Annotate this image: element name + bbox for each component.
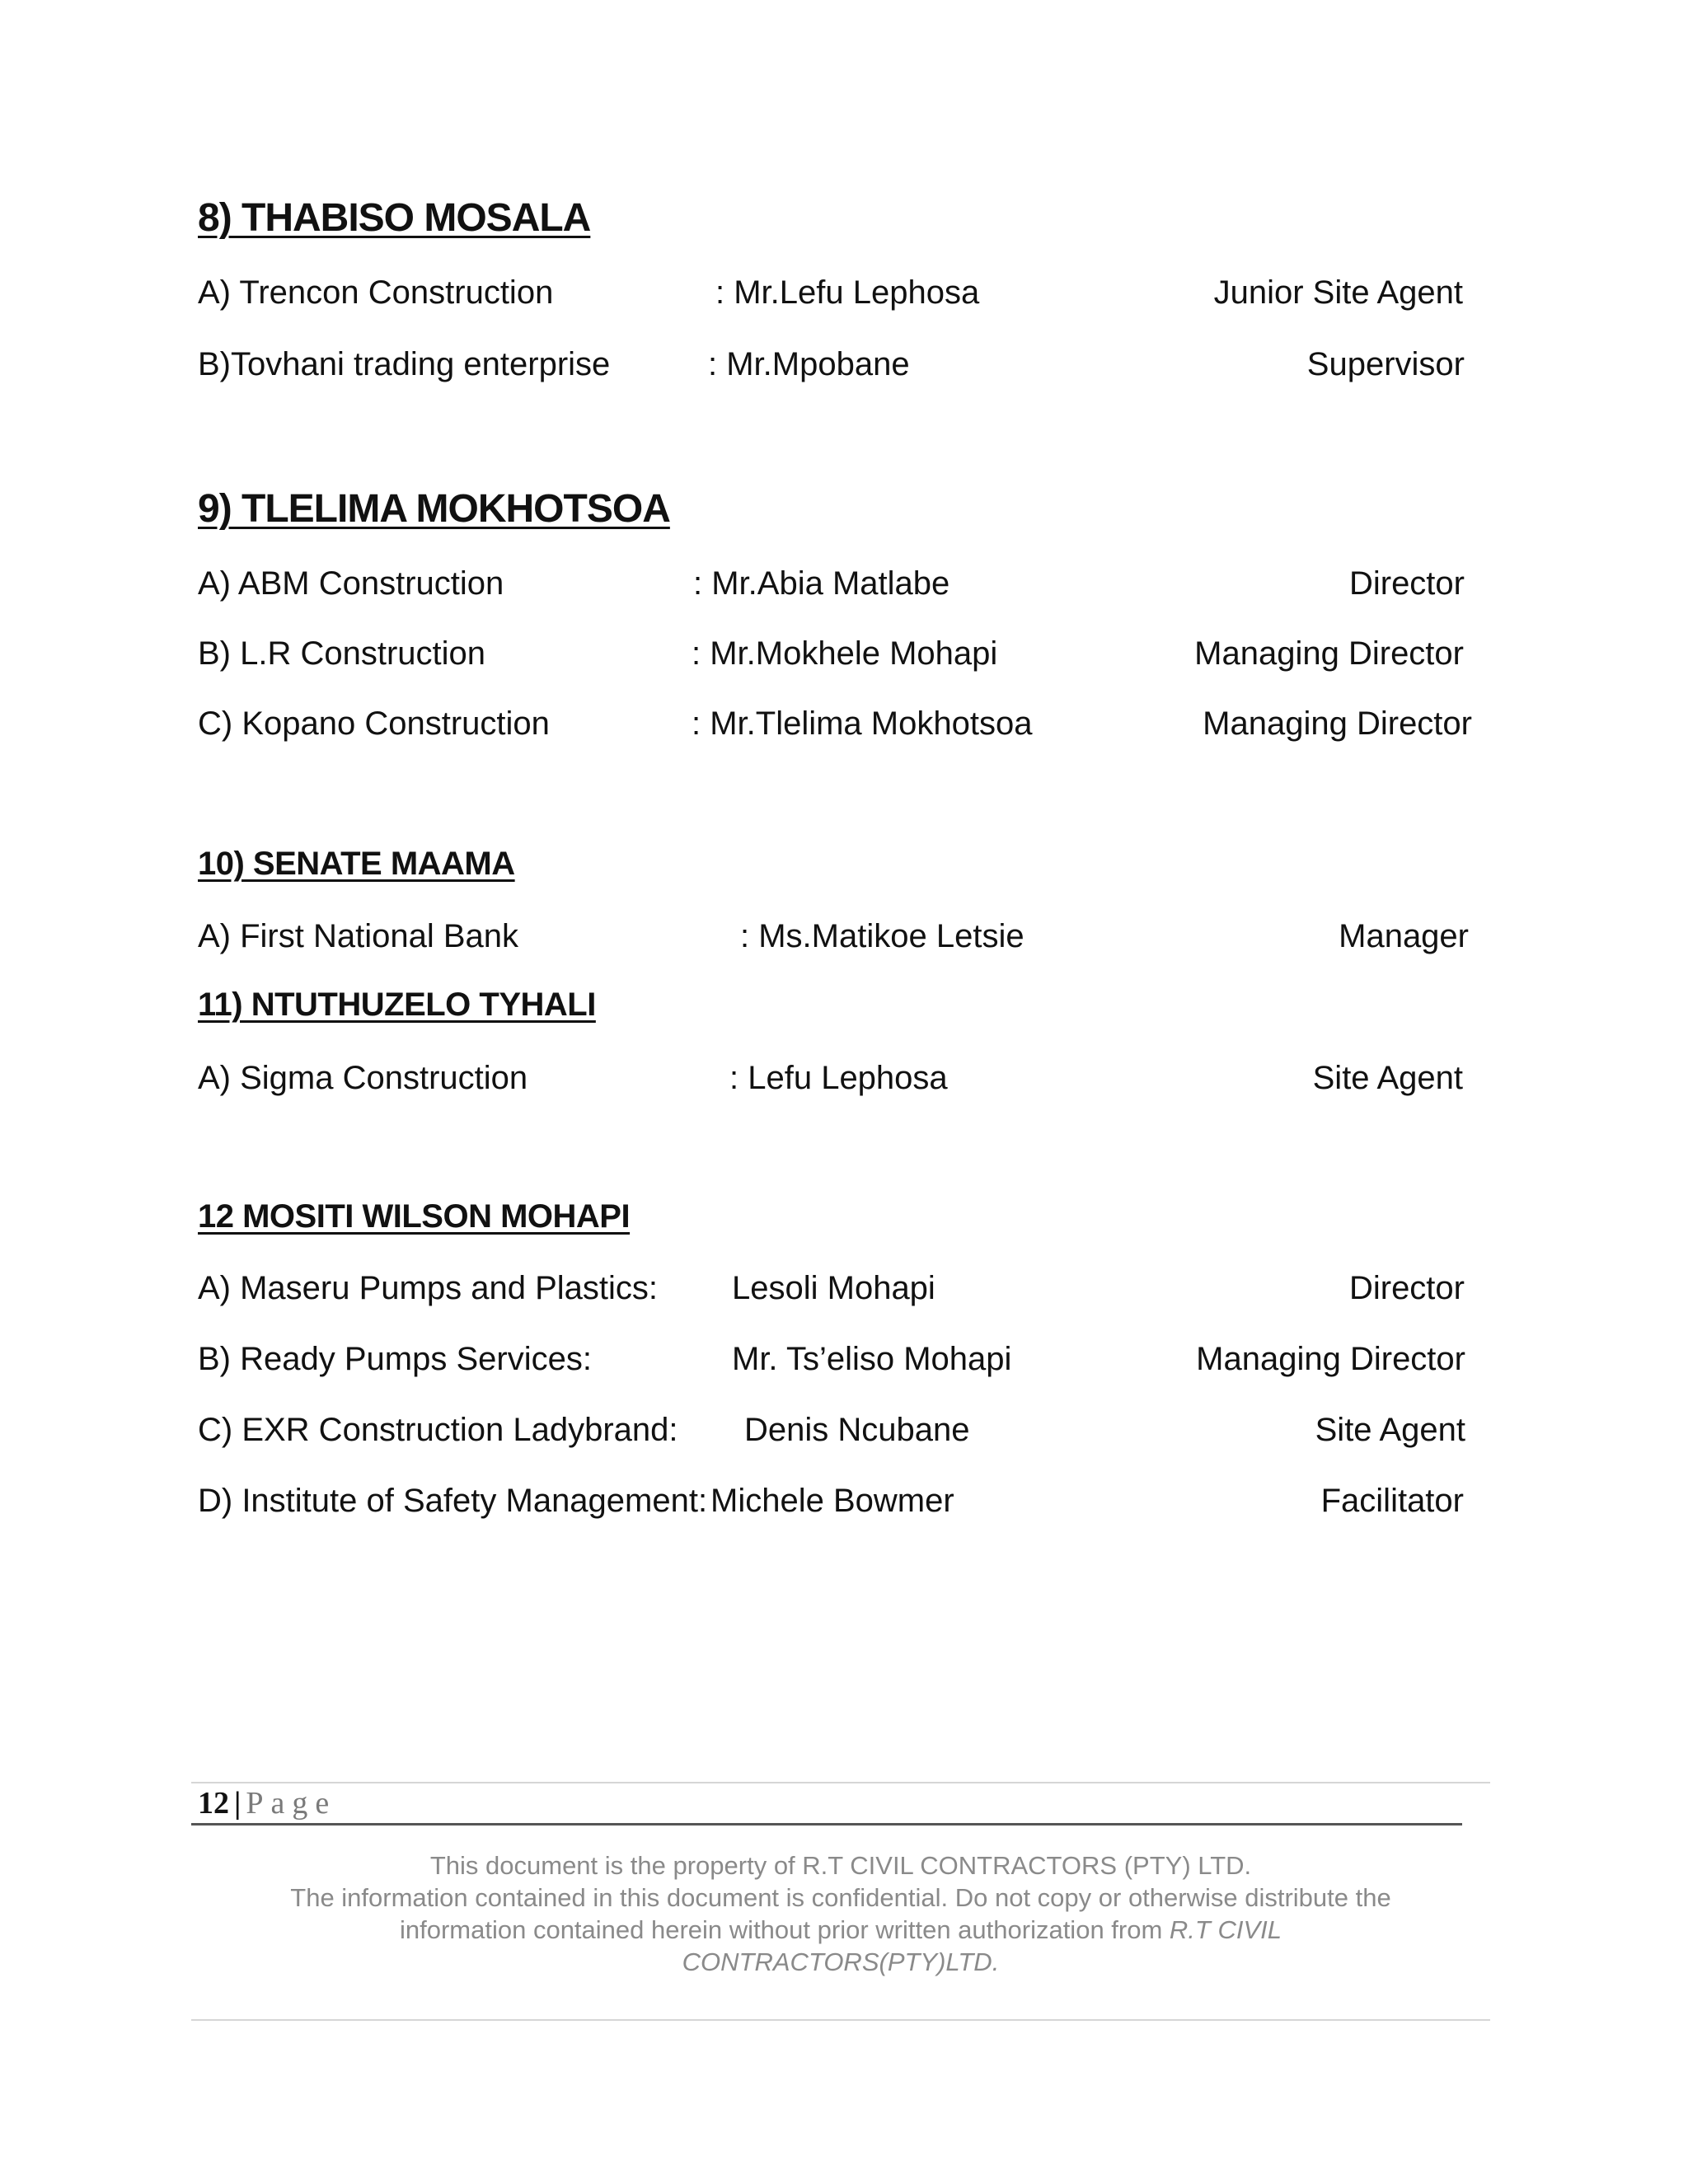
organization-name: C) EXR Construction Ladybrand: <box>198 1412 678 1448</box>
notice-line: The information contained in this document is confidential. Do not copy or otherwise distribute the <box>290 1883 1391 1912</box>
page-word: Page <box>246 1786 337 1821</box>
job-title: Manager <box>1339 918 1469 954</box>
organization-name: C) Kopano Construction <box>198 705 550 742</box>
entry-row <box>0 1409 1688 1451</box>
contact-name: Michele Bowmer <box>710 1483 954 1519</box>
entry-row <box>0 272 1688 313</box>
entry-row <box>0 344 1688 385</box>
section-heading-senate-maama: 10) SENATE MAAMA <box>198 846 515 882</box>
job-title: Site Agent <box>1315 1412 1465 1448</box>
job-title: Facilitator <box>1320 1483 1464 1519</box>
footer-divider-top <box>191 1782 1490 1783</box>
entry-row <box>0 1268 1688 1309</box>
confidentiality-notice <box>191 1849 1490 1978</box>
job-title: Managing Director <box>1203 705 1472 742</box>
notice-text: information contained herein without prior written authorization from <box>399 1915 1170 1944</box>
notice-company: CONTRACTORS(PTY)LTD. <box>682 1947 1000 1976</box>
job-title: Managing Director <box>1196 1341 1465 1377</box>
contact-name: Denis Ncubane <box>744 1412 970 1448</box>
footer-divider-middle <box>191 1823 1462 1825</box>
contact-name: : Mr.Mokhele Mohapi <box>692 635 998 672</box>
notice-company: R.T CIVIL <box>1169 1915 1282 1944</box>
section-heading-mositi-wilson-mohapi: 12 MOSITI WILSON MOHAPI <box>198 1198 631 1235</box>
contact-name: Mr. Ts’eliso Mohapi <box>732 1341 1012 1377</box>
contact-name: : Mr.Abia Matlabe <box>693 565 950 602</box>
notice-line: This document is the property of R.T CIVIL CONTRACTORS (PTY) LTD. <box>429 1851 1252 1880</box>
contact-name: : Mr.Tlelima Mokhotsoa <box>692 705 1033 742</box>
notice-line <box>191 1914 1490 1946</box>
organization-name: B) Ready Pumps Services: <box>198 1341 592 1377</box>
contact-name: : Ms.Matikoe Letsie <box>740 918 1025 954</box>
organization-name: A) ABM Construction <box>198 565 504 602</box>
entry-row <box>0 1480 1688 1521</box>
job-title: Director <box>1348 1270 1465 1306</box>
job-title: Junior Site Agent <box>1213 274 1463 311</box>
job-title: Supervisor <box>1306 346 1465 382</box>
organization-name: B)Tovhani trading enterprise <box>198 346 611 382</box>
entry-row <box>0 1338 1688 1380</box>
section-heading-thabiso-mosala: 8) THABISO MOSALA <box>198 196 591 240</box>
organization-name: A) First National Bank <box>198 918 519 954</box>
contact-name: : Mr.Mpobane <box>708 346 910 382</box>
organization-name: D) Institute of Safety Management: <box>198 1483 708 1519</box>
page-number-separator: | <box>234 1786 241 1821</box>
page-number <box>198 1785 336 1821</box>
section-heading-tlelima-mokhotsoa: 9) TLELIMA MOKHOTSOA <box>198 487 670 531</box>
contact-name: Lesoli Mohapi <box>732 1270 935 1306</box>
contact-name: : Mr.Lefu Lephosa <box>715 274 980 311</box>
entry-row <box>0 703 1688 744</box>
entry-row <box>0 1057 1688 1099</box>
page-number-value: 12 <box>198 1786 229 1821</box>
contact-name: : Lefu Lephosa <box>729 1060 948 1096</box>
entry-row <box>0 563 1688 604</box>
organization-name: A) Trencon Construction <box>198 274 554 311</box>
organization-name: B) L.R Construction <box>198 635 486 672</box>
notice-line <box>191 1946 1490 1978</box>
organization-name: A) Sigma Construction <box>198 1060 528 1096</box>
job-title: Director <box>1348 565 1465 602</box>
job-title: Site Agent <box>1312 1060 1463 1096</box>
entry-row <box>0 916 1688 957</box>
job-title: Managing Director <box>1194 635 1464 672</box>
footer-divider-bottom <box>191 2019 1490 2021</box>
organization-name: A) Maseru Pumps and Plastics: <box>198 1270 658 1306</box>
entry-row <box>0 633 1688 674</box>
section-heading-ntuthuzelo-tyhali: 11) NTUTHUZELO TYHALI <box>198 987 596 1023</box>
